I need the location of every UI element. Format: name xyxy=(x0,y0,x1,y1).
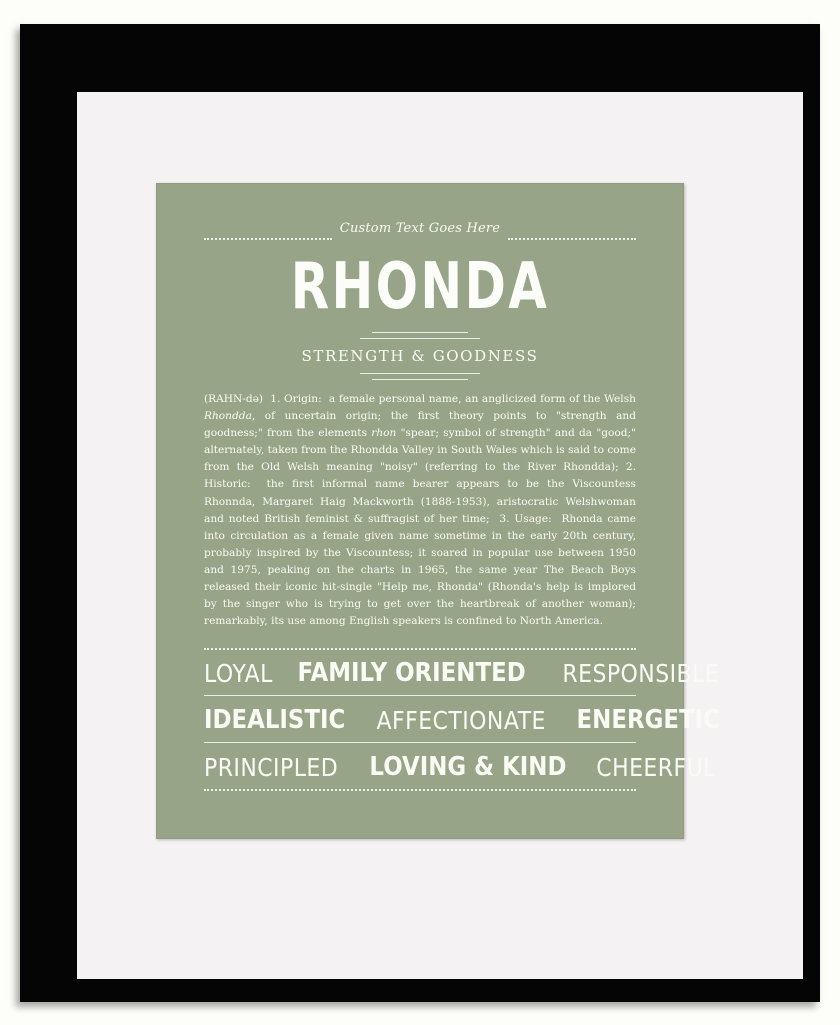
trait-item: CHEERFUL xyxy=(596,752,717,782)
name-underline-2 xyxy=(360,338,480,339)
trait-row-2 xyxy=(204,702,720,738)
trait-item: ENERGETIC xyxy=(576,705,720,735)
trait-item: PRINCIPLED xyxy=(204,752,339,782)
dotted-rule-right xyxy=(508,238,636,240)
name-title: RHONDA xyxy=(290,250,550,324)
custom-text: Custom Text Goes Here xyxy=(339,221,501,236)
traits-top-dotted-rule xyxy=(204,648,636,650)
origin-italic-word: Rhondda xyxy=(204,410,252,423)
trait-item: IDEALISTIC xyxy=(204,705,346,735)
origin-text: a female personal name, an anglicized form of the Welsh xyxy=(328,393,636,405)
origin-label: 1. Origin: xyxy=(270,393,322,405)
name-definition xyxy=(204,391,636,630)
trait-item: LOYAL xyxy=(204,658,273,688)
trait-divider xyxy=(204,695,636,696)
traits-bottom-dotted-rule xyxy=(204,789,636,791)
origin-text-3: "spear; symbol of strength" and da "good;" alternately, taken from the Rhondda Valley in South Wales which is said to come from the Old Welsh meaning "noisy" (referring to the River Rhondda); xyxy=(204,427,636,474)
name-print xyxy=(156,183,720,839)
name-meaning: STRENGTH & GOODNESS xyxy=(301,347,539,365)
usage-text: Rhonda came into circulation as a female given name sometime in the early 20th century, probably inspired by the Viscountess; it soared in popular use between 1950 and 1975, peaking on the charts in 1965, the same year The Beach Boys released their iconic hit-single "Help me, Rhonda" (Rhonda's help is implored by the singer who is trying to get over the heartbreak of another woman); remarkably, its use among English speakers is confined to North America. xyxy=(204,512,636,628)
dotted-rule-left xyxy=(204,238,332,240)
meaning-underline-2 xyxy=(372,379,468,380)
trait-item: LOVING & KIND xyxy=(369,752,567,782)
pronunciation: (RAHN-də) xyxy=(204,393,264,405)
trait-item: FAMILY ORIENTED xyxy=(297,658,526,688)
trait-row-1 xyxy=(204,655,720,691)
trait-divider xyxy=(204,742,636,743)
trait-item: RESPONSIBLE xyxy=(562,658,720,688)
historic-label: 2. Historic: xyxy=(204,461,636,491)
meaning-underline-1 xyxy=(360,373,480,374)
origin-italic-element: rhon xyxy=(371,427,397,440)
historic-text: the first informal name bearer appears to be the Viscountess Rhonnda, Margaret Haig Mackworth (1888-1953), aristocratic Welshwoman and noted British feminist & suffragist of her time; xyxy=(204,478,636,525)
trait-item: AFFECTIONATE xyxy=(376,705,546,735)
origin-text-2: , of uncertain origin; the first theory points to "strength and goodness;" from the elements xyxy=(204,410,636,440)
name-underline-1 xyxy=(372,332,468,333)
trait-row-3 xyxy=(204,749,717,785)
usage-label: 3. Usage: xyxy=(499,512,552,525)
